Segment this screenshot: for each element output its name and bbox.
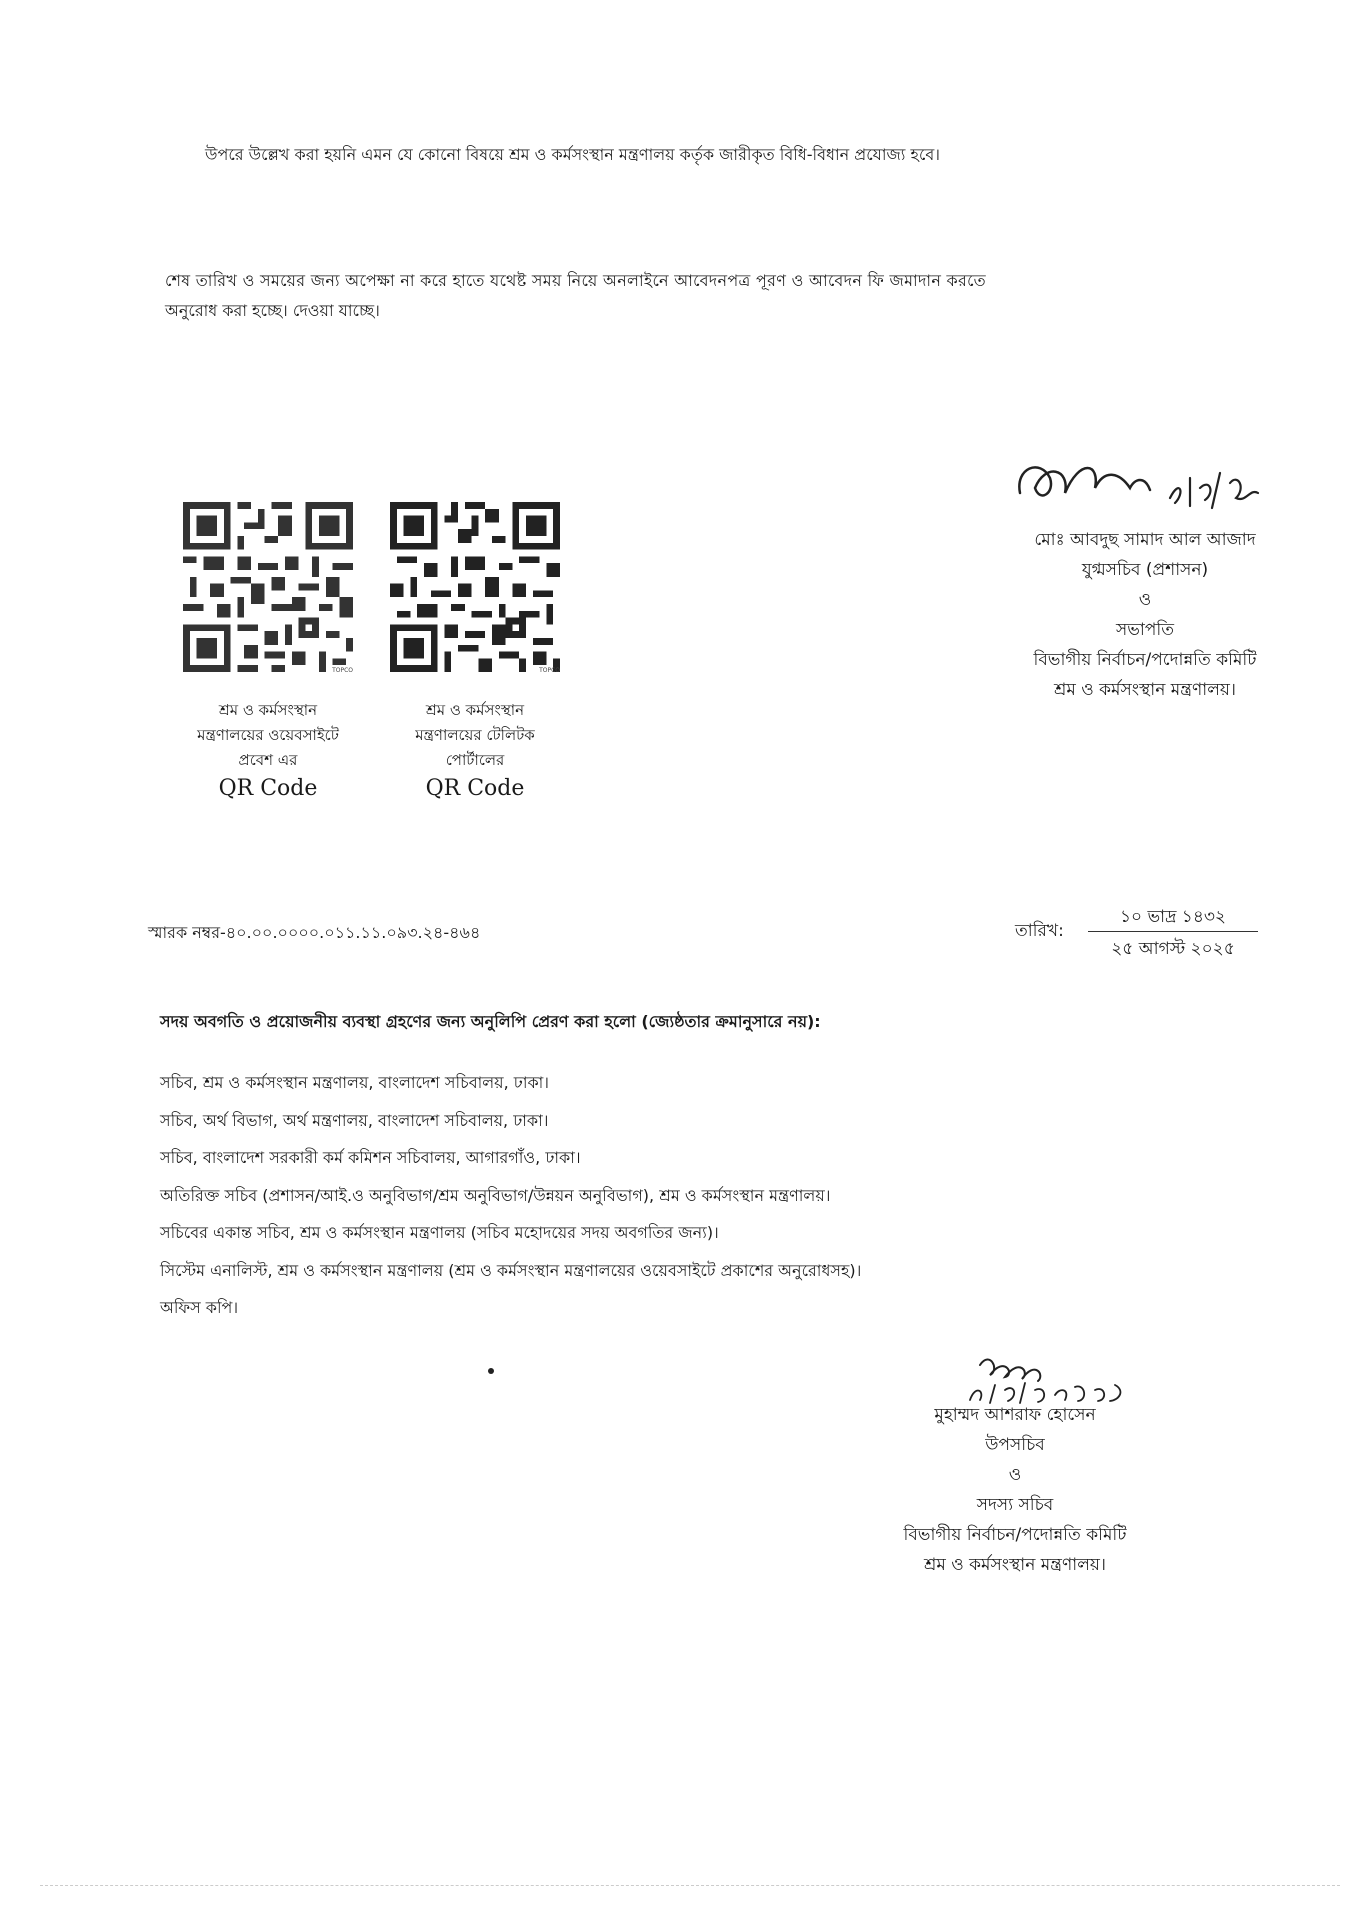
signature-2 — [960, 1345, 1190, 1405]
signatory-2-conjunction: ও — [1008, 1465, 1022, 1485]
qr-code-teletalk[interactable] — [390, 502, 560, 672]
signatory-2-committee: বিভাগীয় নির্বাচন/পদোন্নতি কমিটি — [903, 1525, 1127, 1545]
list-item: সচিবের একান্ত সচিব, শ্রম ও কর্মসংস্থান মন্ত্রণালয় (সচিব মহোদয়ের সদয় অবগতির জন্য)। — [160, 1223, 719, 1242]
signature-1 — [1010, 448, 1310, 518]
qr-caption-teletalk — [355, 698, 595, 805]
signatory-1-ministry: শ্রম ও কর্মসংস্থান মন্ত্রণালয়। — [1054, 680, 1236, 700]
qr-caption-line: শ্রম ও কর্মসংস্থান — [425, 701, 525, 719]
signatory-1-name: মোঃ আবদুছ সামাদ আল আজাদ — [1034, 530, 1256, 550]
qr-brand-label: TOPCO — [539, 667, 560, 674]
qr-caption-line: শ্রম ও কর্মসংস্থান — [218, 701, 318, 719]
qr-code-label: QR Code — [425, 776, 525, 801]
notice-line-1: শেষ তারিখ ও সময়ের জন্য অপেক্ষা না করে হাতে যথেষ্ট সময় নিয়ে অনলাইনে আবেদনপত্র পূরণ ও আবেদন ফি জমাদান করতে — [165, 271, 986, 290]
qr-caption-line: প্রবেশ এর — [238, 751, 298, 769]
signatory-1-conjunction: ও — [1138, 590, 1152, 610]
qr-code-website[interactable] — [183, 502, 353, 672]
signatory-1-committee: বিভাগীয় নির্বাচন/পদোন্নতি কমিটি — [1033, 650, 1257, 670]
list-item: সচিব, অর্থ বিভাগ, অর্থ মন্ত্রণালয়, বাংলাদেশ সচিবালয়, ঢাকা। — [160, 1110, 549, 1130]
signatory-1-role: সভাপতি — [1116, 620, 1174, 640]
date-bangla: ১০ ভাদ্র ১৪৩২ — [1120, 907, 1226, 927]
bottom-edge-line — [40, 1885, 1340, 1886]
list-item: অফিস কপি। — [160, 1298, 239, 1317]
qr-caption-line: মন্ত্রণালয়ের ওয়েবসাইটে — [197, 726, 339, 744]
date-label: তারিখ: — [1015, 921, 1064, 941]
list-item: অতিরিক্ত সচিব (প্রশাসন/আই.ও অনুবিভাগ/শ্রম অনুবিভাগ/উন্নয়ন অনুবিভাগ), শ্রম ও কর্মসংস্থান মন্ত্রণালয়। — [160, 1185, 831, 1205]
signatory-2-role: সদস্য সচিব — [976, 1495, 1054, 1515]
list-item: সিস্টেম এনালিস্ট, শ্রম ও কর্মসংস্থান মন্ত্রণালয় (শ্রম ও কর্মসংস্থান মন্ত্রণালয়ের ওয়েবসাইটে প্রকাশের অনুরোধসহ)। — [160, 1260, 862, 1280]
memo-number: স্মারক নম্বর-৪০.০০.০০০০.০১১.১১.০৯৩.২৪-৪৬৪ — [148, 923, 481, 942]
signatory-2-name: মুহাম্মদ আশরাফ হোসেন — [934, 1405, 1096, 1425]
ink-dot — [488, 1368, 494, 1374]
qr-caption-website — [148, 698, 388, 805]
signatory-1-block — [950, 525, 1340, 705]
list-item: সচিব, শ্রম ও কর্মসংস্থান মন্ত্রণালয়, বাংলাদেশ সচিবালয়, ঢাকা। — [160, 1073, 550, 1092]
handwritten-signature-1 — [1010, 448, 1310, 518]
notice-paragraph — [165, 266, 986, 326]
notice-line-2: অনুরোধ করা হচ্ছে। দেওয়া যাচ্ছে। — [165, 301, 380, 320]
copy-list — [160, 1064, 861, 1327]
list-item: সচিব, বাংলাদেশ সরকারী কর্ম কমিশন সচিবালয়, আগারগাঁও, ঢাকা। — [160, 1148, 581, 1167]
qr-code-icon — [390, 502, 560, 672]
signatory-2-ministry: শ্রম ও কর্মসংস্থান মন্ত্রণালয়। — [924, 1555, 1106, 1575]
signatory-2-designation: উপসচিব — [985, 1435, 1045, 1455]
date-english: ২৫ আগস্ট ২০২৫ — [1111, 939, 1235, 959]
qr-caption-line: মন্ত্রণালয়ের টেলিটক — [415, 726, 535, 744]
signatory-2-block — [850, 1400, 1180, 1580]
signatory-1-designation: যুগ্মসচিব (প্রশাসন) — [1081, 560, 1209, 580]
qr-caption-line: পোর্টালের — [445, 751, 505, 769]
qr-code-label: QR Code — [218, 776, 318, 801]
top-paragraph: উপরে উল্লেখ করা হয়নি এমন যে কোনো বিষয়ে শ্রম ও কর্মসংস্থান মন্ত্রণালয় কর্তৃক জারীকৃত বিধি-বিধান প্রযোজ্য হবে। — [205, 145, 940, 164]
copy-heading: সদয় অবগতি ও প্রয়োজনীয় ব্যবস্থা গ্রহণের জন্য অনুলিপি প্রেরণ করা হলো (জ্যেষ্ঠতার ক্রমানুসারে নয়): — [160, 1012, 821, 1031]
qr-brand-label: TOPCO — [332, 667, 353, 674]
qr-code-icon — [183, 502, 353, 672]
date-block — [1088, 903, 1258, 966]
